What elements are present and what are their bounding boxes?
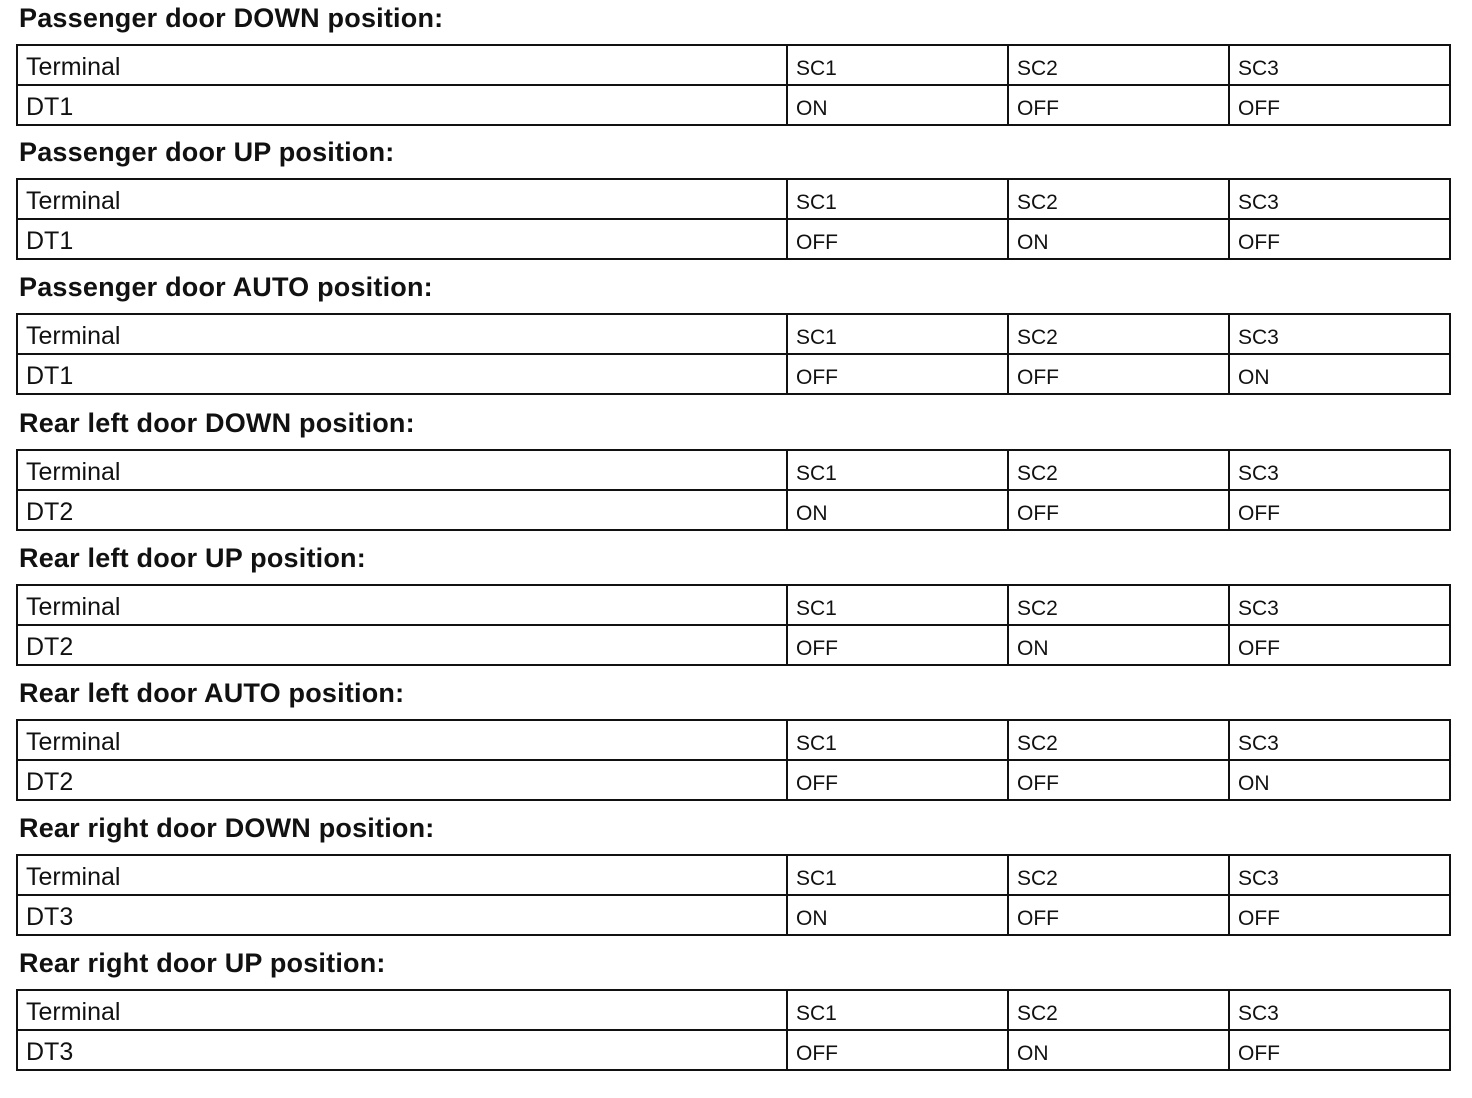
- terminal-cell: DT1: [17, 354, 787, 394]
- terminal-header: Terminal: [17, 450, 787, 490]
- terminal-header: Terminal: [17, 855, 787, 895]
- sc3-value: OFF: [1229, 625, 1450, 665]
- sc1-header: SC1: [787, 720, 1008, 760]
- terminal-cell: DT3: [17, 895, 787, 935]
- table-header-row: [17, 855, 1450, 895]
- sc2-value: ON: [1008, 625, 1229, 665]
- switch-table: [16, 178, 1451, 260]
- sc2-value: OFF: [1008, 490, 1229, 530]
- table-row: [17, 895, 1450, 935]
- sc1-value: ON: [787, 490, 1008, 530]
- sc2-value: OFF: [1008, 760, 1229, 800]
- section-rear-right-down: [16, 812, 1451, 936]
- sc1-value: OFF: [787, 219, 1008, 259]
- terminal-cell: DT3: [17, 1030, 787, 1070]
- table-header-row: [17, 45, 1450, 85]
- switch-table: [16, 449, 1451, 531]
- terminal-header: Terminal: [17, 720, 787, 760]
- sc3-header: SC3: [1229, 450, 1450, 490]
- sc3-header: SC3: [1229, 585, 1450, 625]
- sc1-header: SC1: [787, 45, 1008, 85]
- table-header-row: [17, 720, 1450, 760]
- table-header-row: [17, 585, 1450, 625]
- sc3-header: SC3: [1229, 720, 1450, 760]
- sc2-header: SC2: [1008, 720, 1229, 760]
- terminal-cell: DT2: [17, 760, 787, 800]
- section-title: Passenger door DOWN position:: [19, 3, 444, 33]
- table-header-row: [17, 179, 1450, 219]
- section-rear-right-up: [16, 947, 1451, 1071]
- sc2-value: OFF: [1008, 895, 1229, 935]
- terminal-cell: DT1: [17, 219, 787, 259]
- switch-table: [16, 719, 1451, 801]
- terminal-cell: DT1: [17, 85, 787, 125]
- sc1-header: SC1: [787, 990, 1008, 1030]
- sc3-value: OFF: [1229, 219, 1450, 259]
- table-header-row: [17, 990, 1450, 1030]
- section-title: Rear right door UP position:: [19, 948, 386, 978]
- sc2-header: SC2: [1008, 179, 1229, 219]
- terminal-header: Terminal: [17, 45, 787, 85]
- sc1-header: SC1: [787, 585, 1008, 625]
- terminal-cell: DT2: [17, 625, 787, 665]
- sc1-header: SC1: [787, 314, 1008, 354]
- sc1-header: SC1: [787, 179, 1008, 219]
- switch-table: [16, 854, 1451, 936]
- section-title: Passenger door UP position:: [19, 137, 395, 167]
- section-title: Rear left door UP position:: [19, 543, 366, 573]
- table-row: [17, 625, 1450, 665]
- switch-table: [16, 584, 1451, 666]
- terminal-header: Terminal: [17, 990, 787, 1030]
- section-rear-left-auto: [16, 677, 1451, 801]
- table-row: [17, 760, 1450, 800]
- section-rear-left-up: [16, 542, 1451, 666]
- sc3-header: SC3: [1229, 45, 1450, 85]
- sc1-value: ON: [787, 895, 1008, 935]
- section-rear-left-down: [16, 407, 1451, 531]
- table-row: [17, 85, 1450, 125]
- sc1-value: OFF: [787, 760, 1008, 800]
- switch-table: [16, 989, 1451, 1071]
- sc2-header: SC2: [1008, 314, 1229, 354]
- section-passenger-auto: [16, 271, 1451, 395]
- section-passenger-up: [16, 136, 1451, 260]
- sc3-value: OFF: [1229, 490, 1450, 530]
- sc2-header: SC2: [1008, 855, 1229, 895]
- sc3-value: OFF: [1229, 85, 1450, 125]
- sc1-value: OFF: [787, 625, 1008, 665]
- section-passenger-down: [16, 2, 1451, 126]
- table-row: [17, 219, 1450, 259]
- terminal-header: Terminal: [17, 314, 787, 354]
- sc2-header: SC2: [1008, 45, 1229, 85]
- section-title: Rear left door AUTO position:: [19, 678, 405, 708]
- sc3-header: SC3: [1229, 179, 1450, 219]
- sc3-value: OFF: [1229, 1030, 1450, 1070]
- switch-table: [16, 313, 1451, 395]
- sc3-value: ON: [1229, 354, 1450, 394]
- sc3-value: ON: [1229, 760, 1450, 800]
- sc2-value: OFF: [1008, 85, 1229, 125]
- section-title: Rear right door DOWN position:: [19, 813, 435, 843]
- sc1-header: SC1: [787, 450, 1008, 490]
- sc2-value: OFF: [1008, 354, 1229, 394]
- sc1-value: OFF: [787, 354, 1008, 394]
- sc2-header: SC2: [1008, 450, 1229, 490]
- sc2-value: ON: [1008, 1030, 1229, 1070]
- sc1-value: ON: [787, 85, 1008, 125]
- terminal-header: Terminal: [17, 179, 787, 219]
- terminal-header: Terminal: [17, 585, 787, 625]
- sc2-header: SC2: [1008, 990, 1229, 1030]
- table-row: [17, 354, 1450, 394]
- sc3-value: OFF: [1229, 895, 1450, 935]
- sc3-header: SC3: [1229, 855, 1450, 895]
- table-header-row: [17, 314, 1450, 354]
- sc2-value: ON: [1008, 219, 1229, 259]
- sc2-header: SC2: [1008, 585, 1229, 625]
- terminal-cell: DT2: [17, 490, 787, 530]
- sc1-header: SC1: [787, 855, 1008, 895]
- section-title: Rear left door DOWN position:: [19, 408, 415, 438]
- sc1-value: OFF: [787, 1030, 1008, 1070]
- table-row: [17, 490, 1450, 530]
- sc3-header: SC3: [1229, 990, 1450, 1030]
- sc3-header: SC3: [1229, 314, 1450, 354]
- table-row: [17, 1030, 1450, 1070]
- table-header-row: [17, 450, 1450, 490]
- switch-table: [16, 44, 1451, 126]
- section-title: Passenger door AUTO position:: [19, 272, 433, 302]
